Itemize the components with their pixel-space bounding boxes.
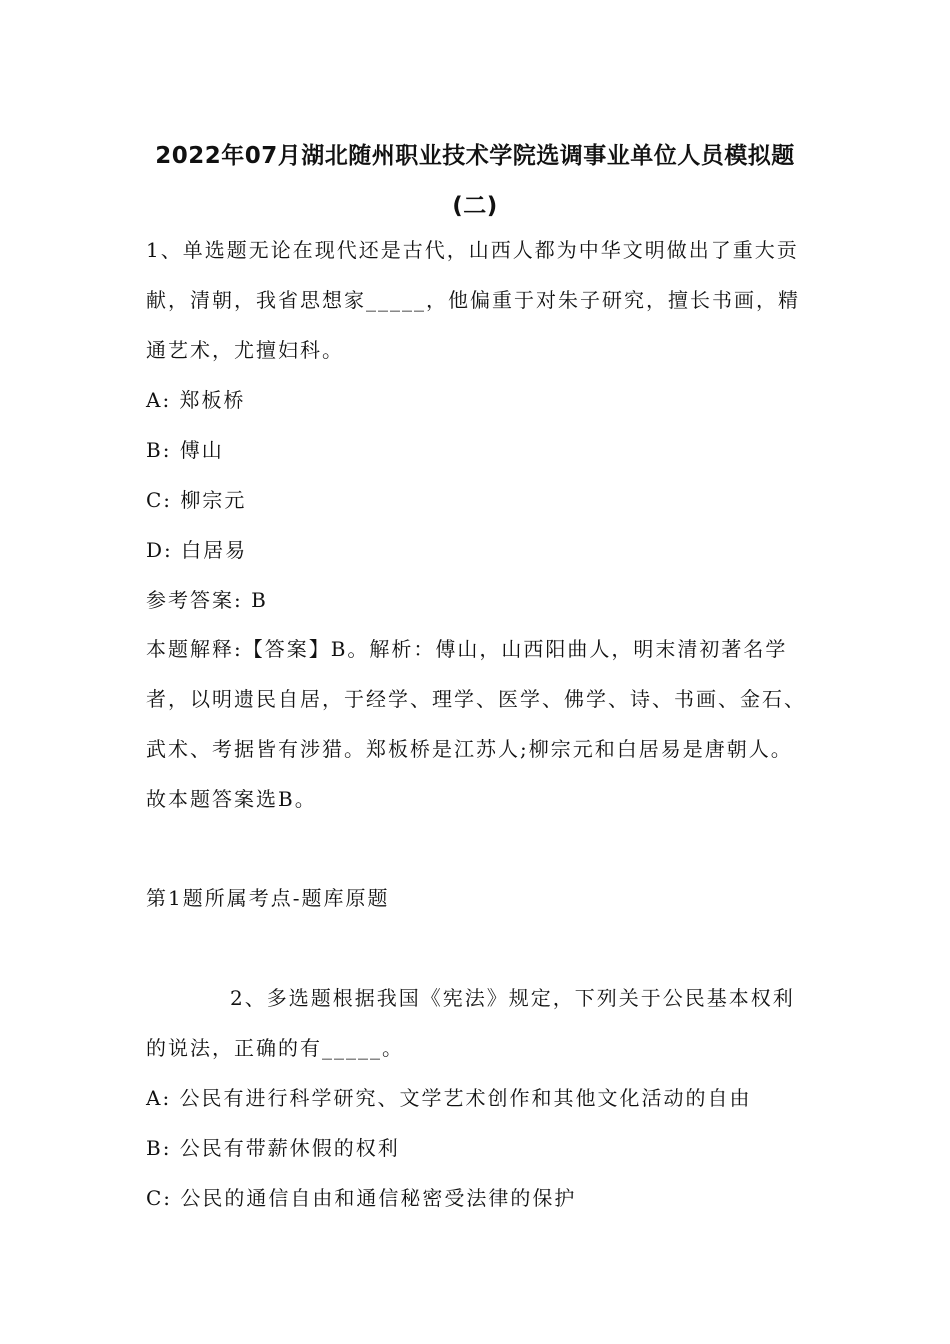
q1-topic: 第1题所属考点-题库原题 xyxy=(146,886,390,910)
q1-stem-line-3: 通艺术，尤擅妇科。 xyxy=(146,338,344,362)
q1-option-a: A: 郑板桥 xyxy=(146,388,246,412)
q1-explanation-line-2: 者，以明遗民自居，于经学、理学、医学、佛学、诗、书画、金石、 xyxy=(146,687,806,711)
document-title-suffix: (二) xyxy=(452,193,498,219)
q1-explanation-line-3: 武术、考据皆有涉猎。郑板桥是江苏人;柳宗元和白居易是唐朝人。 xyxy=(146,737,793,761)
q2-stem-line-2: 的说法，正确的有_____。 xyxy=(146,1036,404,1060)
q2-option-b: B: 公民有带薪休假的权利 xyxy=(146,1136,400,1160)
q1-explanation-line-1: 本题解释:【答案】B。解析：傅山，山西阳曲人，明末清初著名学 xyxy=(146,637,788,661)
q1-option-d: D: 白居易 xyxy=(146,538,248,562)
q2-stem-line-1: 2、多选题根据我国《宪法》规定，下列关于公民基本权利 xyxy=(230,986,795,1010)
q2-option-c: C: 公民的通信自由和通信秘密受法律的保护 xyxy=(146,1186,577,1210)
q1-option-b: B: 傅山 xyxy=(146,438,224,462)
q1-explanation-line-4: 故本题答案选B。 xyxy=(146,787,317,811)
document-title: 2022年07月湖北随州职业技术学院选调事业单位人员模拟题 xyxy=(155,143,795,169)
q1-option-c: C: 柳宗元 xyxy=(146,488,247,512)
q1-stem-line-2: 献，清朝，我省思想家_____，他偏重于对朱子研究，擅长书画，精 xyxy=(146,288,800,312)
q1-answer: 参考答案: B xyxy=(146,588,268,612)
q2-option-a: A: 公民有进行科学研究、文学艺术创作和其他文化活动的自由 xyxy=(146,1086,752,1110)
q1-stem-line-1: 1、单选题无论在现代还是古代，山西人都为中华文明做出了重大贡 xyxy=(146,238,799,262)
